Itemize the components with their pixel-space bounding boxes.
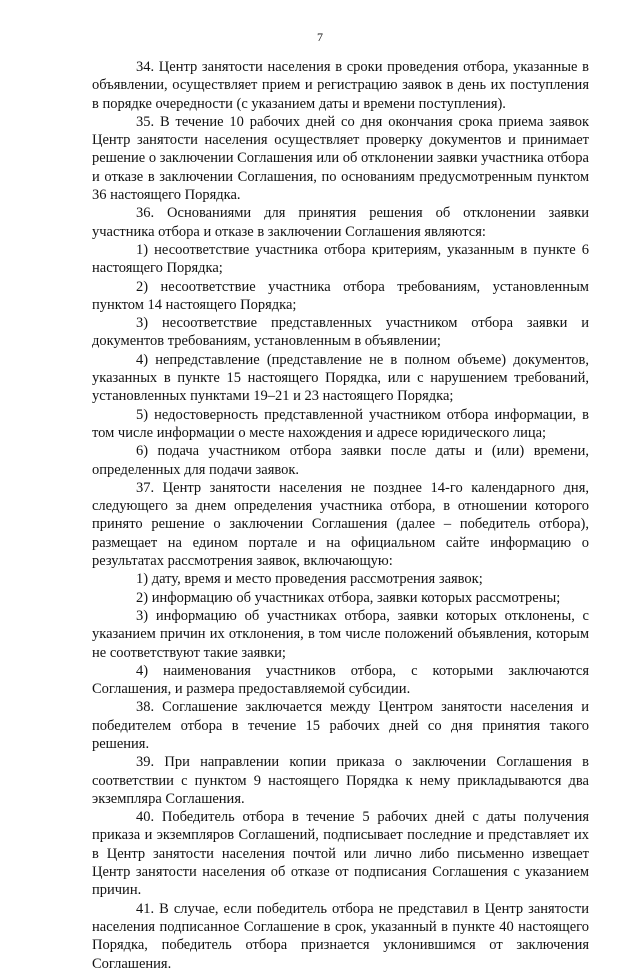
paragraph-37-item-4: 4) наименования участников отбора, с которыми заключаются Соглашения, и размера предоставляемой субсидии. [92,662,589,698]
paragraph-34: 34. Центр занятости населения в сроки проведения отбора, указанные в объявлении, осуществляет прием и регистрацию заявок в день их поступления в порядке очередности (с указанием даты и времени поступления). [92,59,589,112]
paragraph-36-item-1: 1) несоответствие участника отбора критериям, указанным в пункте 6 настоящего Порядка; [92,241,589,277]
paragraph-35: 35. В течение 10 рабочих дней со дня окончания срока приема заявок Центр занятости населения осуществляет проверку документов и принимает решение о заключении Соглашения или об отклонении заявки участника отбора и отказе в заключении Соглашения, по основаниям предусмотренным пунктом 36 настоящего Порядка. [92,113,589,204]
document-body [92,58,589,973]
paragraph-36-item-6: 6) подача участником отбора заявки после даты и (или) времени, определенных для подачи заявок. [92,443,589,478]
paragraph-37-item-2: 2) информацию об участниках отбора, заявки которых рассмотрены; [136,589,561,606]
paragraph-37: 37. Центр занятости населения не позднее 14-го календарного дня, следующего за днем определения участника отбора, в отношении которого принято решение о заключении Соглашения (далее – победитель отбора), размещает на едином портале и на официальном сайте информацию о результатах рассмотрения заявок, включающую: [92,479,589,570]
paragraph-38: 38. Соглашение заключается между Центром занятости населения и победителем отбора в течение 15 рабочих дней со дня принятия такого решения. [92,699,589,752]
page-number: 7 [317,30,323,44]
paragraph-36: 36. Основаниями для принятия решения об отклонении заявки участника отбора и отказе в заключении Соглашения являются: [92,205,589,240]
paragraph-39: 39. При направлении копии приказа о заключении Соглашения в соответствии с пунктом 9 настоящего Порядка к нему прикладываются два экземпляра Соглашения. [92,754,589,807]
paragraph-36-item-5: 5) недостоверность представленной участником отбора информации, в том числе информации о месте нахождения и адресе юридического лица; [92,406,589,441]
paragraph-36-item-4: 4) непредставление (представление не в полном объеме) документов, указанных в пункте 15 настоящего Порядка, или с нарушением требований, установленных пунктами 19–21 и 23 настоящего Порядка; [92,351,589,405]
paragraph-37-item-1: 1) дату, время и место проведения рассмотрения заявок; [136,571,483,588]
paragraph-36-item-3: 3) несоответствие представленных участником отбора заявки и документов требованиям, установленным в объявлении; [92,315,589,350]
paragraph-41: 41. В случае, если победитель отбора не представил в Центр занятости населения подписанное Соглашение в срок, указанный в пункте 40 настоящего Порядка, победитель отбора признается уклонившимся от заключения Соглашения. [92,900,589,972]
paragraph-40: 40. Победитель отбора в течение 5 рабочих дней с даты получения приказа и экземпляров Соглашений, подписывает последние и представляет их в Центр занятости населения почтой или лично либо письменно извещает Центр занятости населения об отказе от подписания Соглашения с указанием причин. [92,809,589,899]
paragraph-36-item-2: 2) несоответствие участника отбора требованиям, установленным пунктом 14 настоящего Порядка; [92,278,589,313]
paragraph-37-item-3: 3) информацию об участниках отбора, заявки которых отклонены, с указанием причин их отклонения, в том числе положений объявления, которым не соответствуют такие заявки; [92,607,589,661]
